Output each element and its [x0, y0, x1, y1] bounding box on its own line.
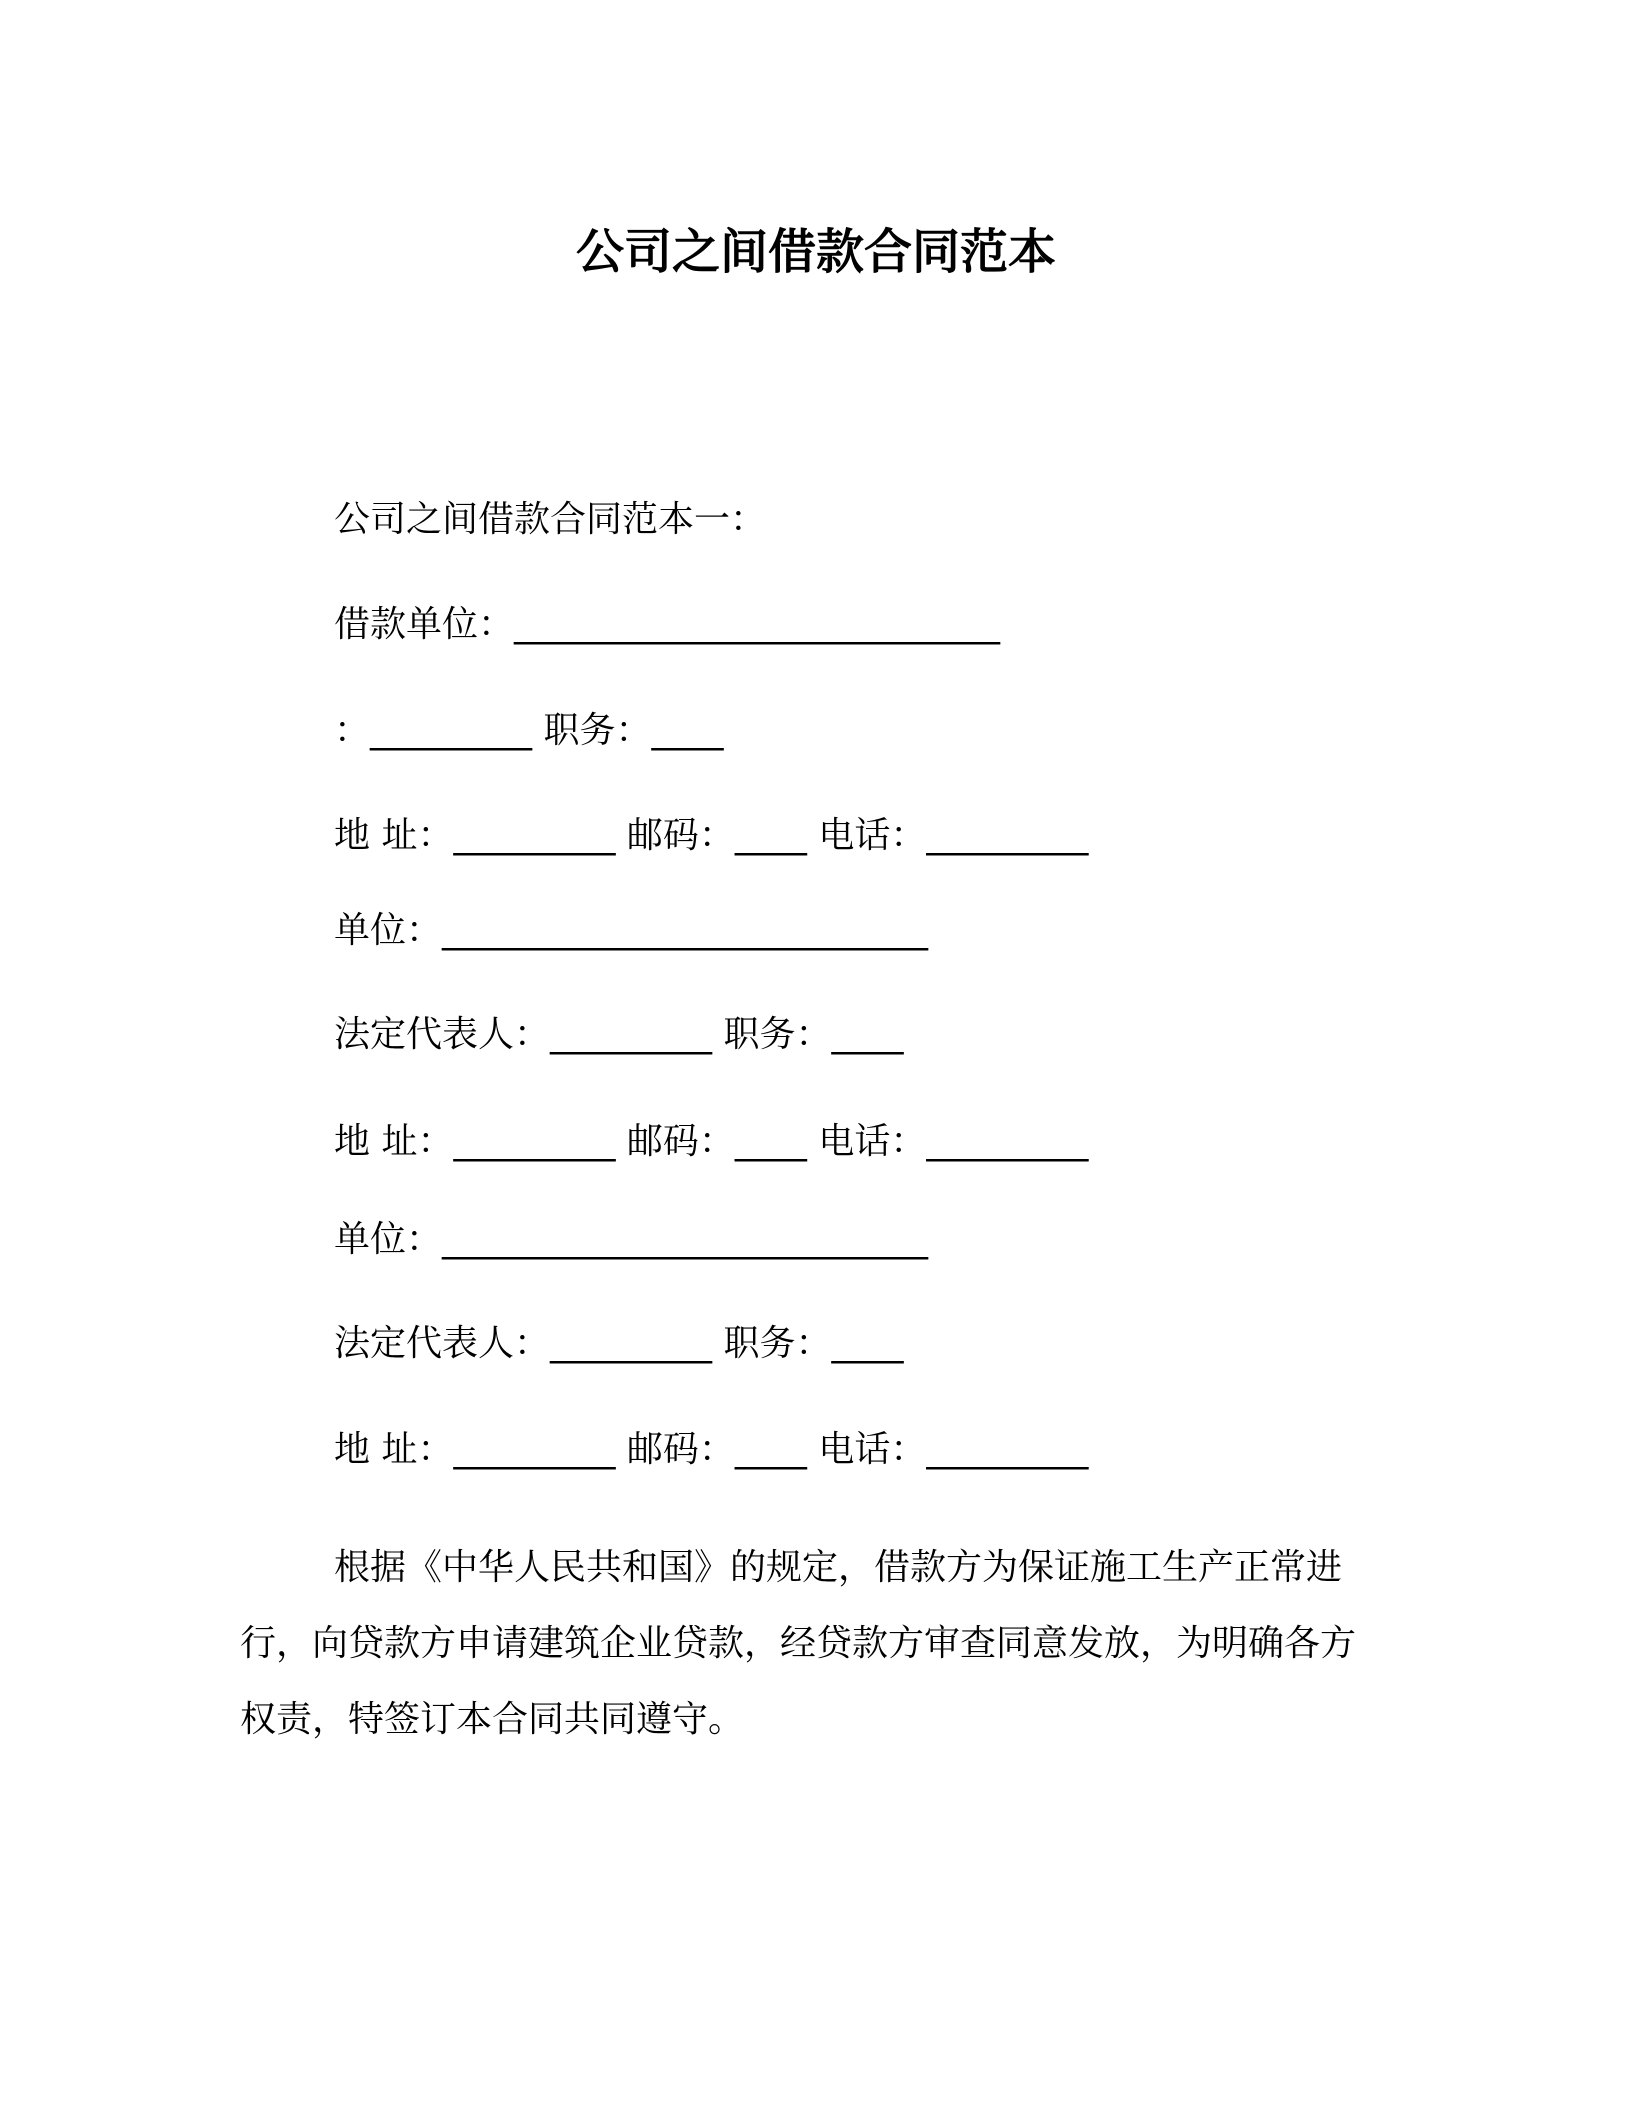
section-heading: 公司之间借款合同范本一： — [334, 499, 767, 540]
address-line: 地 址：_________ 邮码：____ 电话：_________ — [334, 1121, 1089, 1162]
unit-line: 单位：___________________________ — [334, 910, 929, 951]
address-line: 地 址：_________ 邮码：____ 电话：_________ — [334, 815, 1089, 856]
document-title: 公司之间借款合同范本 — [575, 224, 1056, 280]
contract-preamble-paragraph: 根据《中华人民共和国》的规定，借款方为保证施工生产正常进行，向贷款方申请建筑企业贷款，经贷款方审查同意发放，为明确各方权责，特签订本合同共同遵守。 — [240, 1547, 1357, 1740]
unit-line: 单位：___________________________ — [334, 1219, 929, 1260]
address-line: 地 址：_________ 邮码：____ 电话：_________ — [334, 1429, 1089, 1470]
legal-representative-line: 法定代表人：_________ 职务：____ — [334, 1323, 904, 1364]
legal-representative-line: 法定代表人：_________ 职务：____ — [334, 1014, 904, 1055]
borrower-unit-line: 借款单位：___________________________ — [334, 604, 1001, 645]
representative-line: ：_________ 职务：____ — [334, 710, 724, 751]
